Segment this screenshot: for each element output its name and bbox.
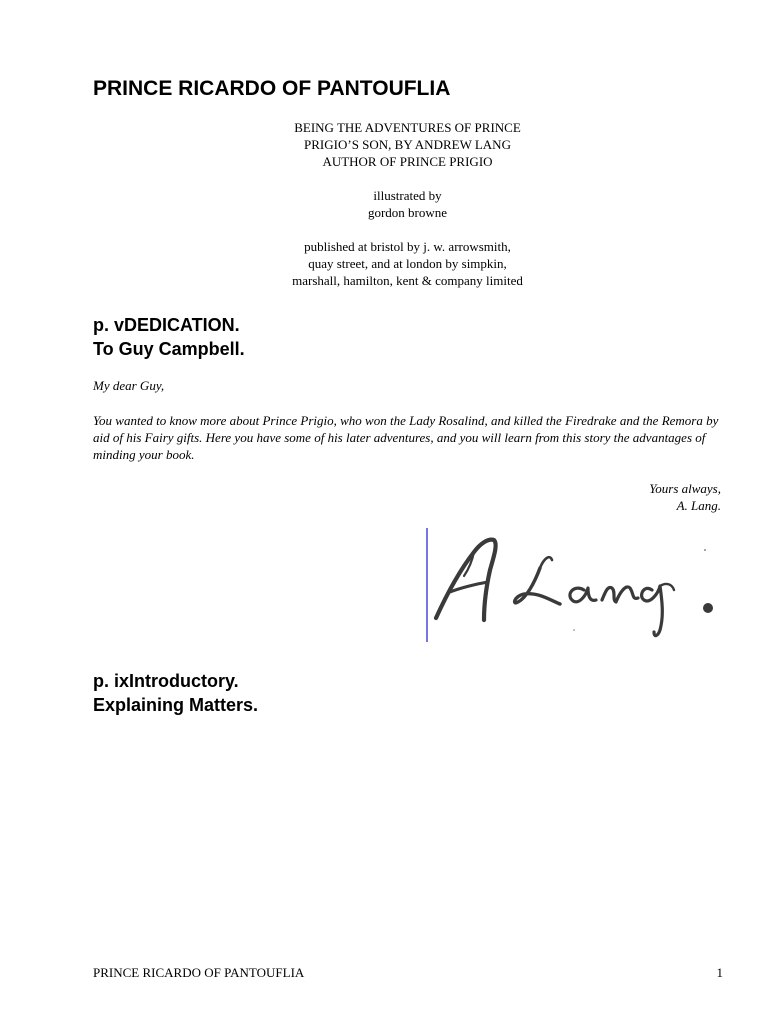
page-footer [93,964,723,982]
publisher-line: marshall, hamilton, kent & company limited [292,273,523,288]
footer-title: PRINCE RICARDO OF PANTOUFLIA [93,965,305,980]
signature-image [422,526,728,644]
dedication-heading-line: p. vDEDICATION. [93,315,240,335]
closing-line: Yours always, [649,481,721,496]
letter-closing [520,480,721,514]
dedication-heading [93,313,245,361]
dedication-heading-line: To Guy Campbell. [93,339,245,359]
subtitle-block [200,119,615,170]
signature-ink [436,540,713,636]
closing-line: A. Lang. [676,498,721,513]
illustrator-block [200,187,615,221]
introductory-heading [93,669,258,717]
publisher-block [200,238,615,289]
introductory-heading-line: p. ixIntroductory. [93,671,239,691]
subtitle-line: BEING THE ADVENTURES OF PRINCE [294,120,521,135]
document-title: PRINCE RICARDO OF PANTOUFLIA [93,77,451,100]
subtitle-line: PRIGIO’S SON, BY ANDREW LANG [304,137,511,152]
letter-body: You wanted to know more about Prince Prigio, who won the Lady Rosalind, and killed the Firedrake and the Remora by aid of his Fairy gifts. Here you have some of his later adventures, and you will learn from this story the advantages of minding your book. [93,413,719,462]
illustrator-line: gordon browne [367,205,448,220]
letter-salutation: My dear Guy, [93,378,165,393]
publisher-line: published at bristol by j. w. arrowsmith, [304,239,511,254]
subtitle-line: AUTHOR OF PRINCE PRIGIO [322,154,493,169]
publisher-line: quay street, and at london by simpkin, [308,256,507,271]
page-number: 1 [716,965,723,980]
introductory-heading-line: Explaining Matters. [93,695,259,715]
illustrator-line: illustrated by [373,188,442,203]
